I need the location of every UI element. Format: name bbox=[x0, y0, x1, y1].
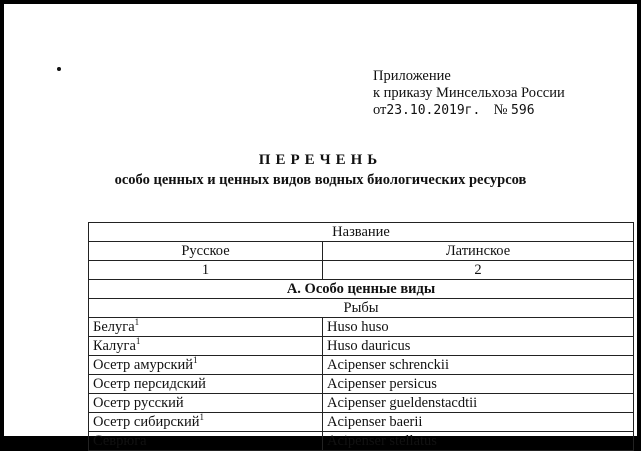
section-title: А. Особо ценные виды bbox=[89, 280, 634, 299]
footnote-mark: 1 bbox=[135, 335, 141, 346]
russian-name: Осетр сибирский bbox=[93, 413, 200, 430]
footnote-mark: 1 bbox=[199, 411, 204, 422]
russian-name-cell bbox=[89, 432, 323, 451]
appendix-block bbox=[373, 68, 565, 119]
russian-name-cell bbox=[89, 413, 323, 432]
column-number-1: 1 bbox=[89, 261, 323, 280]
section-row bbox=[89, 280, 634, 299]
appendix-number-sign: № bbox=[493, 102, 508, 118]
russian-name-cell bbox=[89, 375, 323, 394]
russian-name: Осетр русский bbox=[93, 394, 184, 411]
latin-name-cell: Huso dauricus bbox=[323, 337, 634, 356]
latin-name-cell: Huso huso bbox=[323, 318, 634, 337]
russian-name: Осетр персидский bbox=[93, 375, 206, 392]
stray-dot-mark bbox=[57, 67, 61, 71]
russian-name: Белуга bbox=[93, 318, 135, 335]
table-subheader-row bbox=[89, 242, 634, 261]
group-title: Рыбы bbox=[89, 299, 634, 318]
latin-name-cell: Acipenser persicus bbox=[323, 375, 634, 394]
russian-name-cell bbox=[89, 318, 323, 337]
russian-name: Калуга bbox=[93, 337, 136, 354]
appendix-line-1: Приложение bbox=[373, 68, 451, 84]
footnote-mark: 1 bbox=[134, 316, 140, 327]
header-name-cell: Название bbox=[89, 223, 634, 242]
latin-name-cell: Acipenser stellatus bbox=[323, 432, 634, 451]
group-row bbox=[89, 299, 634, 318]
russian-name: Севрюга bbox=[93, 432, 147, 449]
table-row bbox=[89, 337, 634, 356]
table-row bbox=[89, 394, 634, 413]
russian-name-cell bbox=[89, 337, 323, 356]
species-table bbox=[88, 222, 634, 451]
table-header-row bbox=[89, 223, 634, 242]
document-page bbox=[4, 4, 637, 449]
latin-name-cell: Acipenser baerii bbox=[323, 413, 634, 432]
document-title: ПЕРЕЧЕНЬ bbox=[258, 152, 383, 168]
russian-name-cell bbox=[89, 394, 323, 413]
table-row bbox=[89, 432, 634, 451]
table-row bbox=[89, 413, 634, 432]
russian-name-cell bbox=[89, 356, 323, 375]
appendix-number: 596 bbox=[511, 103, 535, 118]
latin-name-cell: Acipenser schrenckii bbox=[323, 356, 634, 375]
table-row bbox=[89, 375, 634, 394]
table-row bbox=[89, 318, 634, 337]
table-number-row bbox=[89, 261, 634, 280]
appendix-line-3 bbox=[373, 102, 565, 119]
header-russian-cell: Русское bbox=[89, 242, 323, 261]
column-number-2: 2 bbox=[323, 261, 634, 280]
appendix-from: от bbox=[373, 102, 387, 118]
footnote-mark: 1 bbox=[193, 354, 198, 365]
header-latin-cell: Латинское bbox=[323, 242, 634, 261]
table-row bbox=[89, 356, 634, 375]
latin-name-cell: Acipenser gueldenstacdtii bbox=[323, 394, 634, 413]
russian-name: Осетр амурский bbox=[93, 356, 194, 373]
appendix-date: 23.10.2019г. bbox=[386, 103, 481, 118]
appendix-line-2: к приказу Минсельхоза России bbox=[373, 85, 565, 101]
document-subtitle: особо ценных и ценных видов водных биологических ресурсов bbox=[114, 172, 527, 188]
